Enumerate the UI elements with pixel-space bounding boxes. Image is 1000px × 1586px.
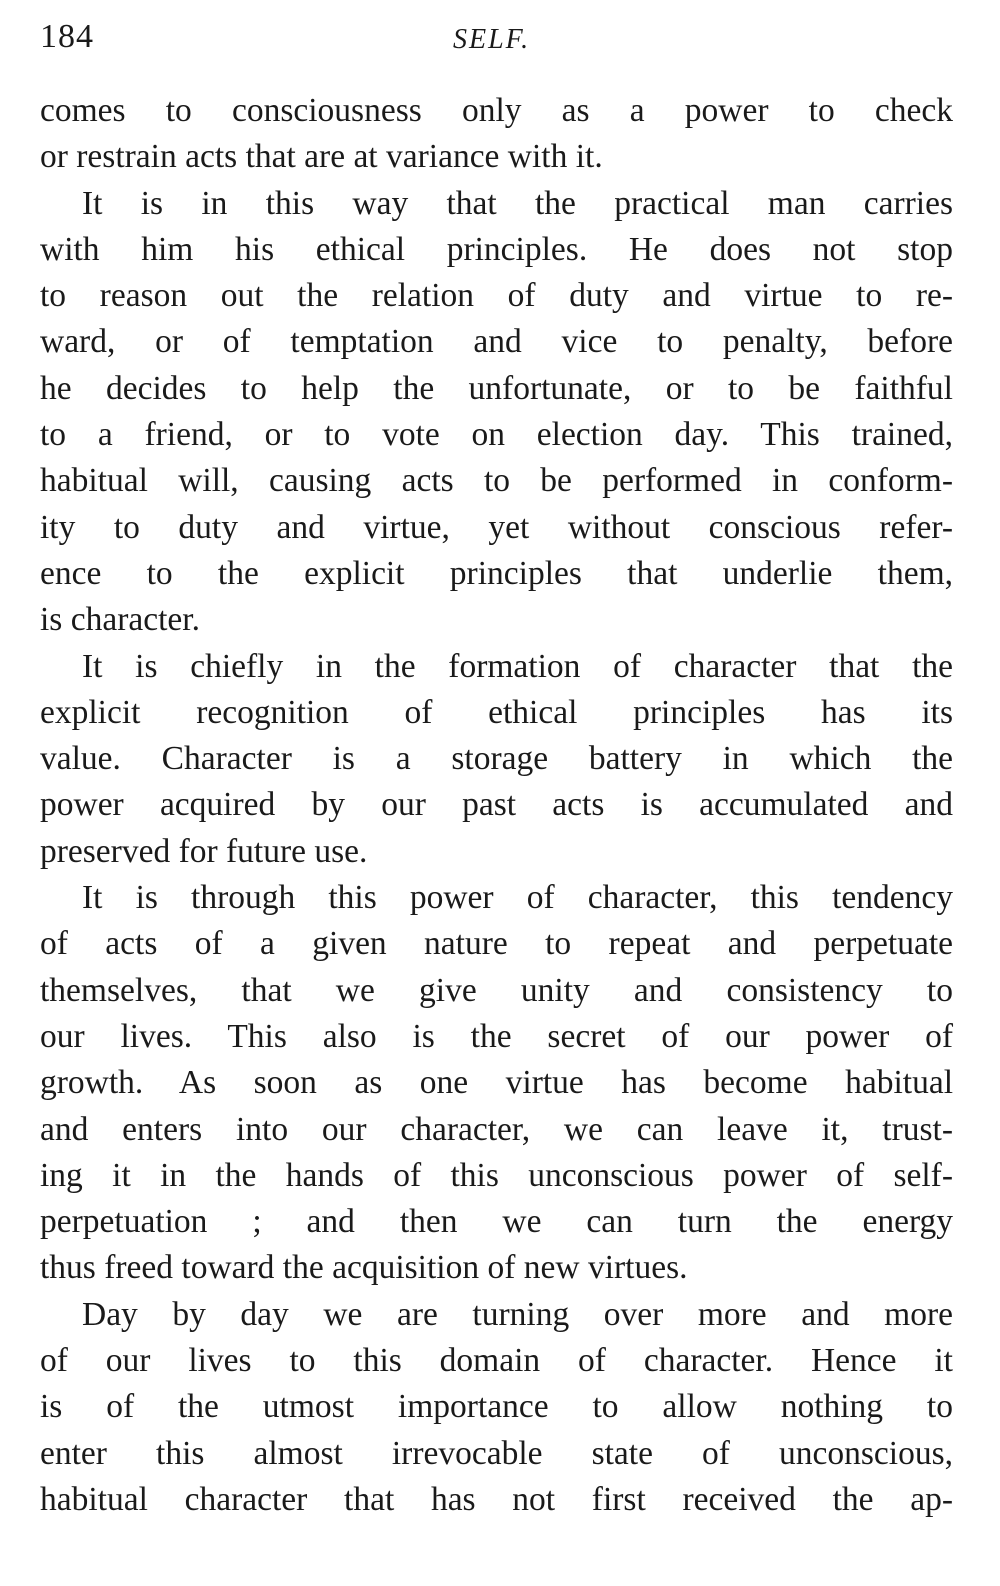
text-line: thus freed toward the acquisition of new virtues. — [40, 1249, 688, 1287]
text-line: value. Character is a storage battery in which the — [40, 740, 953, 778]
text-line: ence to the explicit principles that underlie them, — [40, 554, 953, 592]
text-line: of acts of a given nature to repeat and perpetuate — [40, 925, 953, 963]
text-line: It is through this power of character, this tendency — [82, 879, 953, 917]
paragraph — [40, 1292, 953, 1523]
text-line: habitual character that has not first received the ap- — [40, 1480, 953, 1518]
text-line: with him his ethical principles. He does not stop — [40, 230, 953, 268]
running-head — [40, 18, 955, 62]
text-line: and enters into our character, we can leave it, trust- — [40, 1110, 953, 1148]
text-line: preserved for future use. — [40, 832, 368, 870]
page-number: 184 — [40, 18, 94, 55]
text-line: ity to duty and virtue, yet without conscious refer- — [40, 508, 953, 546]
text-line: It is in this way that the practical man carries — [82, 184, 953, 222]
text-line: or restrain acts that are at variance with it. — [40, 138, 603, 176]
text-line: enter this almost irrevocable state of unconscious, — [40, 1434, 953, 1472]
text-line: Day by day we are turning over more and more — [82, 1295, 953, 1333]
text-line: perpetuation ; and then we can turn the energy — [40, 1203, 953, 1241]
paragraph — [40, 181, 953, 644]
text-line: our lives. This also is the secret of our power of — [40, 1017, 953, 1055]
text-line: ing it in the hands of this unconscious power of self- — [40, 1156, 953, 1194]
text-line: It is chiefly in the formation of character that the — [82, 647, 953, 685]
text-line: habitual will, causing acts to be performed in conform- — [40, 462, 953, 500]
text-line: explicit recognition of ethical principles has its — [40, 693, 953, 731]
text-line: is of the utmost importance to allow nothing to — [40, 1388, 953, 1426]
text-line: to reason out the relation of duty and virtue to re- — [40, 277, 953, 315]
running-title: SELF. — [453, 24, 531, 55]
text-line: is character. — [40, 601, 200, 639]
text-line: of our lives to this domain of character. Hence it — [40, 1342, 953, 1380]
text-line: growth. As soon as one virtue has become habitual — [40, 1064, 953, 1102]
paragraph — [40, 88, 953, 181]
text-line: to a friend, or to vote on election day. This trained, — [40, 416, 953, 454]
text-line: he decides to help the unfortunate, or to be faithful — [40, 369, 953, 407]
text-line: comes to consciousness only as a power to check — [40, 92, 953, 129]
paragraph — [40, 644, 953, 875]
text-line: power acquired by our past acts is accumulated and — [40, 786, 953, 824]
paragraph — [40, 875, 953, 1292]
text-line: ward, or of temptation and vice to penalty, before — [40, 323, 953, 361]
body-text — [40, 88, 953, 1523]
text-line: themselves, that we give unity and consistency to — [40, 971, 953, 1009]
